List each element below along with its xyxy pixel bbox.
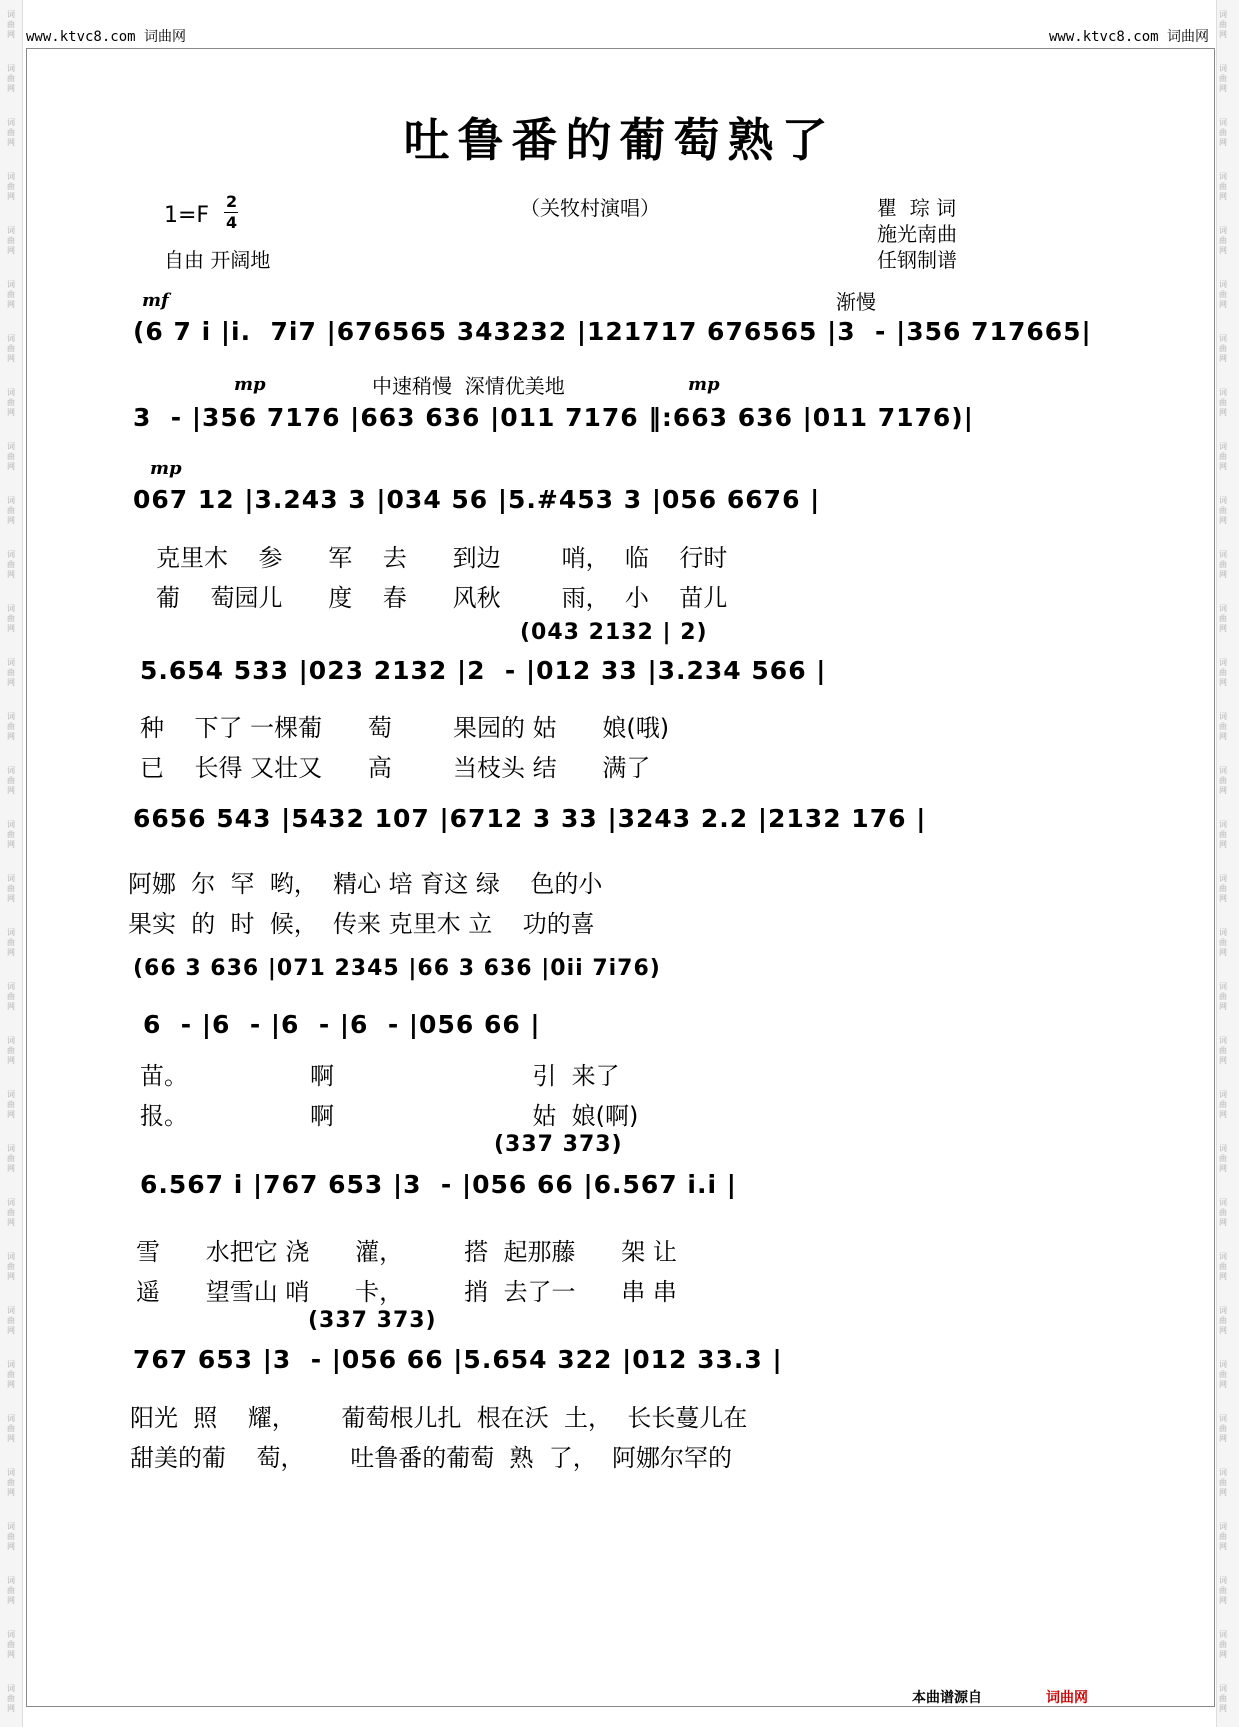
side-watermark-text: 词 曲 网: [7, 1522, 15, 1551]
score-line-1: (6 7 i |i. 7i7 |676565 343232 |121717 676565 |3 - |356 717665|: [133, 317, 1092, 346]
tempo-ritardando: 渐慢: [836, 290, 876, 314]
score-line-8-prefix: (337 373): [308, 1308, 437, 1333]
side-watermark-text: 词 曲 网: [1219, 1360, 1227, 1389]
side-watermark-text: 词 曲 网: [7, 712, 15, 741]
performer: （关牧村演唱）: [520, 196, 660, 220]
song-title: 吐鲁番的葡萄熟了: [403, 113, 836, 167]
side-watermark-text: 词 曲 网: [7, 1630, 15, 1659]
score-line-7: 6.567 i |767 653 |3 - |056 66 |6.567 i.i |: [140, 1170, 737, 1199]
footer-brand: 词曲网: [1046, 1690, 1088, 1706]
lyric-line-6a: 苗。 啊 引 来了: [140, 1062, 620, 1090]
lyric-line-5a: 阿娜 尔 罕 哟， 精心 培 育这 绿 色的小: [128, 870, 603, 898]
side-watermark-text: 词 曲 网: [1219, 1198, 1227, 1227]
side-watermark-text: 词 曲 网: [7, 226, 15, 255]
lyric-line-6b: 报。 啊 姑 娘(啊): [140, 1102, 639, 1130]
dynamic-mf: mf: [142, 290, 169, 311]
side-watermark-text: 词 曲 网: [7, 1414, 15, 1443]
side-watermark-text: 词 曲 网: [1219, 1090, 1227, 1119]
score-line-5: 6656 543 |5432 107 |6712 3 33 |3243 2.2 |2132 176 |: [133, 804, 927, 833]
side-watermark-text: 词 曲 网: [1219, 280, 1227, 309]
side-watermark-text: 词 曲 网: [7, 388, 15, 417]
score-line-8: 767 653 |3 - |056 66 |5.654 322 |012 33.3 |: [133, 1345, 783, 1374]
side-watermark-text: 词 曲 网: [7, 874, 15, 903]
side-watermark-text: 词 曲 网: [7, 10, 15, 39]
score-line-6: 6 - |6 - |6 - |6 - |056 66 |: [143, 1010, 541, 1039]
time-signature-denominator: 4: [226, 213, 238, 232]
side-watermark-text: 词 曲 网: [7, 118, 15, 147]
side-watermark-text: 词 曲 网: [1219, 442, 1227, 471]
side-watermark-text: 词 曲 网: [7, 604, 15, 633]
side-watermark-text: 词 曲 网: [7, 64, 15, 93]
side-watermark-text: 词 曲 网: [1219, 1144, 1227, 1173]
tempo-marking: 自由 开阔地: [164, 248, 271, 272]
side-watermark-text: 词 曲 网: [7, 928, 15, 957]
lyric-line-7b: 遥 望雪山 哨 卡， 捎 去了一 串 串: [136, 1278, 677, 1306]
score-line-6-prefix: (66 3 636 |071 2345 |66 3 636 |0ii 7i76): [133, 956, 661, 981]
lyric-line-3a: 克里木 参 军 去 到边 哨， 临 行时: [156, 544, 728, 572]
side-watermark-text: 词 曲 网: [7, 550, 15, 579]
side-watermark-text: 词 曲 网: [7, 1090, 15, 1119]
lyric-line-7a: 雪 水把它 浇 灌， 搭 起那藤 架 让: [136, 1238, 677, 1266]
side-watermark-text: 词 曲 网: [1219, 1684, 1227, 1713]
side-watermark-text: 词 曲 网: [7, 442, 15, 471]
composer-credit: 施光南曲: [877, 222, 957, 246]
side-watermark-text: 词 曲 网: [7, 1468, 15, 1497]
side-watermark-text: 词 曲 网: [1219, 1468, 1227, 1497]
lyric-line-8b: 甜美的葡 萄， 吐鲁番的葡萄 熟 了， 阿娜尔罕的: [130, 1444, 733, 1472]
side-watermark-text: 词 曲 网: [1219, 118, 1227, 147]
side-watermark-text: 词 曲 网: [1219, 10, 1227, 39]
side-watermark-text: 词 曲 网: [7, 1576, 15, 1605]
side-watermark-text: 词 曲 网: [7, 1036, 15, 1065]
lyric-line-4b: 已 长得 又壮又 高 当枝头 结 满了: [140, 754, 651, 782]
footer-source: 本曲谱源自: [912, 1690, 982, 1706]
side-watermark-text: 词 曲 网: [7, 766, 15, 795]
score-line-2: 3 - |356 7176 |663 636 |011 7176 ‖:663 636 |011 7176)|: [133, 403, 974, 432]
score-line-7-prefix: (337 373): [494, 1132, 623, 1157]
time-signature-numerator: 2: [226, 192, 238, 211]
lyric-line-4a: 种 下了 一棵葡 萄 果园的 姑 娘(哦): [140, 714, 670, 742]
side-watermark-text: 词 曲 网: [1219, 928, 1227, 957]
section-tempo: 中速稍慢 深情优美地: [372, 374, 565, 398]
side-watermark-text: 词 曲 网: [7, 1252, 15, 1281]
side-watermark-text: 词 曲 网: [1219, 1252, 1227, 1281]
lyricist-credit: 瞿 琮 词: [877, 196, 957, 220]
score-line-4: 5.654 533 |023 2132 |2 - |012 33 |3.234 566 |: [140, 656, 827, 685]
side-watermark-text: 词 曲 网: [7, 820, 15, 849]
side-watermark-text: 词 曲 网: [1219, 712, 1227, 741]
lyric-line-5b: 果实 的 时 候， 传来 克里木 立 功的喜: [128, 910, 595, 938]
side-watermark-text: 词 曲 网: [1219, 1036, 1227, 1065]
dynamic-mp-2: mp: [688, 374, 720, 395]
lyric-line-3b: 葡 萄园儿 度 春 风秋 雨， 小 苗儿: [156, 584, 728, 612]
side-watermark-text: 词 曲 网: [1219, 550, 1227, 579]
lyric-line-8a: 阳光 照 耀， 葡萄根儿扎 根在沃 土， 长长蔓儿在: [130, 1404, 748, 1432]
side-watermark-text: 词 曲 网: [7, 658, 15, 687]
side-watermark-text: 词 曲 网: [1219, 1306, 1227, 1335]
side-watermark-text: 词 曲 网: [1219, 64, 1227, 93]
side-watermark-text: 词 曲 网: [7, 1198, 15, 1227]
side-watermark-text: 词 曲 网: [1219, 1630, 1227, 1659]
side-watermark-text: 词 曲 网: [1219, 820, 1227, 849]
dynamic-mp-1: mp: [234, 374, 266, 395]
side-watermark-text: 词 曲 网: [7, 1306, 15, 1335]
side-watermark-text: 词 曲 网: [7, 334, 15, 363]
watermark-url-left: www.ktvc8.com 词曲网: [26, 29, 187, 45]
side-watermark-text: 词 曲 网: [1219, 1522, 1227, 1551]
key-signature: 1=F: [164, 203, 210, 228]
side-watermark-text: 词 曲 网: [1219, 334, 1227, 363]
side-watermark-text: 词 曲 网: [1219, 766, 1227, 795]
side-watermark-text: 词 曲 网: [1219, 496, 1227, 525]
dynamic-mp-3: mp: [150, 458, 182, 479]
side-watermark-text: 词 曲 网: [7, 280, 15, 309]
score-line-3: 067 12 |3.243 3 |034 56 |5.#453 3 |056 6676 |: [133, 485, 821, 514]
side-watermark-text: 词 曲 网: [7, 1144, 15, 1173]
side-watermark-text: 词 曲 网: [7, 1360, 15, 1389]
watermark-url-right: www.ktvc8.com 词曲网: [1048, 29, 1209, 45]
side-watermark-text: 词 曲 网: [7, 982, 15, 1011]
side-watermark-text: 词 曲 网: [1219, 172, 1227, 201]
side-watermark-text: 词 曲 网: [7, 496, 15, 525]
side-watermark-text: 词 曲 网: [7, 172, 15, 201]
side-watermark-text: 词 曲 网: [1219, 982, 1227, 1011]
side-watermark-text: 词 曲 网: [7, 1684, 15, 1713]
transcriber-credit: 任钢制谱: [877, 248, 957, 272]
side-watermark-text: 词 曲 网: [1219, 388, 1227, 417]
side-watermark-text: 词 曲 网: [1219, 226, 1227, 255]
side-watermark-text: 词 曲 网: [1219, 1414, 1227, 1443]
score-line-4-prefix: (043 2132 | 2): [520, 620, 708, 645]
side-watermark-text: 词 曲 网: [1219, 874, 1227, 903]
side-watermark-text: 词 曲 网: [1219, 1576, 1227, 1605]
side-watermark-text: 词 曲 网: [1219, 604, 1227, 633]
side-watermark-text: 词 曲 网: [1219, 658, 1227, 687]
